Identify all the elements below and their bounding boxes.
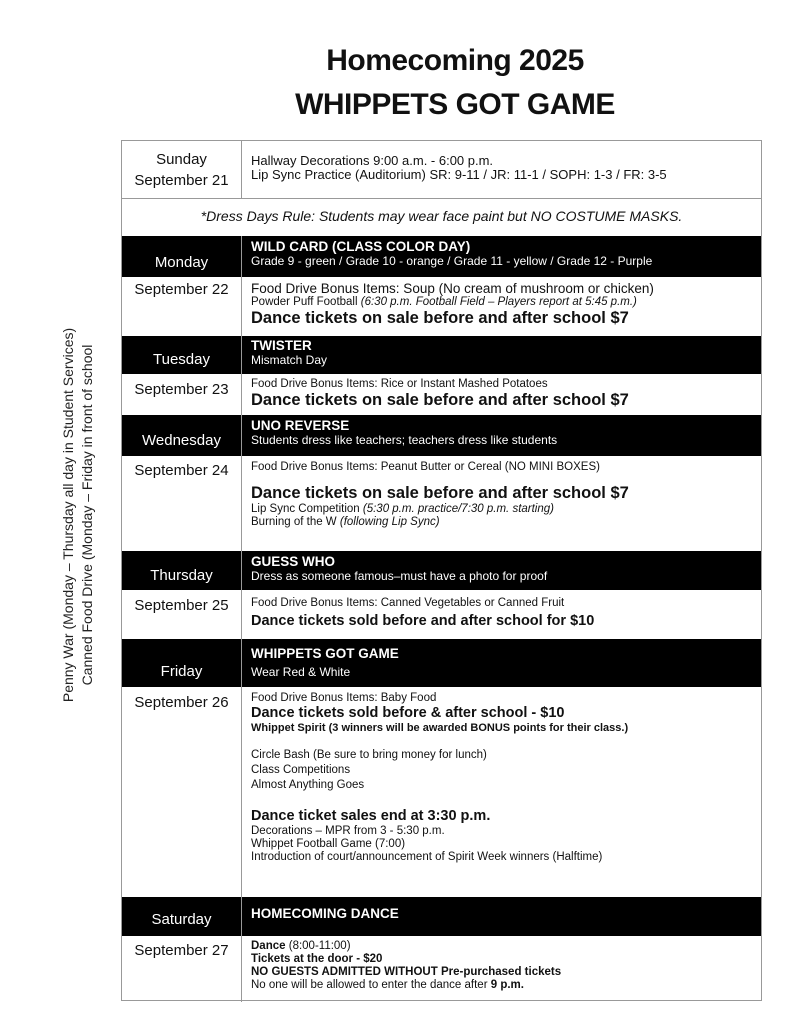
football-game: Whippet Football Game (7:00) — [251, 838, 406, 850]
friday-decorations: Decorations – MPR from 3 - 5:30 p.m. — [251, 825, 445, 837]
saturday-date: September 27 — [134, 942, 229, 959]
thursday-label: Thursday — [150, 567, 213, 584]
monday-tickets: Dance tickets on sale before and after school $7 — [251, 309, 629, 327]
ticket-sales-end: Dance ticket sales end at 3:30 p.m. — [251, 808, 491, 824]
tuesday-date: September 23 — [134, 381, 229, 398]
penny-war-note: Penny War (Monday – Thursday all day in Student Services) — [60, 327, 76, 703]
monday-date: September 22 — [134, 281, 229, 298]
saturday-label: Saturday — [151, 911, 212, 928]
wednesday-events — [251, 461, 755, 529]
thursday-theme: GUESS WHO — [251, 554, 336, 569]
friday-theme-bar — [122, 639, 761, 687]
page-title: Homecoming 2025 — [326, 44, 584, 77]
friday-theme-desc: Wear Red & White — [251, 665, 351, 679]
wednesday-theme-bar — [122, 415, 761, 456]
lip-sync-detail: (5:30 p.m. practice/7:30 p.m. starting) — [362, 503, 554, 515]
monday-theme: WILD CARD (CLASS COLOR DAY) — [251, 239, 471, 254]
wednesday-theme: UNO REVERSE — [251, 418, 350, 433]
thursday-theme-desc: Dress as someone famous–must have a photo for proof — [251, 569, 548, 583]
powder-puff-label: Powder Puff Football — [251, 296, 358, 308]
friday-label: Friday — [160, 663, 203, 680]
wednesday-theme-desc: Students dress like teachers; teachers dress like students — [251, 433, 558, 447]
tuesday-label: Tuesday — [153, 351, 210, 368]
tuesday-theme-bar — [122, 336, 761, 374]
wednesday-tickets: Dance tickets on sale before and after school $7 — [251, 484, 629, 502]
almost-anything-goes: Almost Anything Goes — [251, 779, 365, 791]
saturday-theme: HOMECOMING DANCE — [251, 906, 399, 921]
saturday-events — [251, 940, 755, 992]
monday-food: Food Drive Bonus Items: Soup (No cream of mushroom or chicken) — [251, 281, 654, 296]
dance-label: Dance — [251, 940, 286, 952]
hallway-decorations: Hallway Decorations 9:00 a.m. - 6:00 p.m. — [251, 153, 494, 168]
saturday-theme-bar — [122, 897, 761, 936]
door-tickets: Tickets at the door - $20 — [251, 953, 383, 965]
thursday-theme-bar — [122, 551, 761, 590]
schedule-table — [121, 140, 762, 1001]
monday-events — [251, 282, 755, 328]
whippet-spirit: Whippet Spirit (3 winners will be awarded BONUS points for their class.) — [251, 722, 629, 734]
thursday-events — [251, 597, 755, 630]
no-guests-notice: NO GUESTS ADMITTED WITHOUT Pre-purchased tickets — [251, 966, 562, 978]
tuesday-theme: TWISTER — [251, 338, 312, 353]
monday-theme-desc: Grade 9 - green / Grade 10 - orange / Grade 11 - yellow / Grade 12 - Purple — [251, 254, 653, 268]
wednesday-date: September 24 — [134, 462, 229, 479]
tuesday-theme-desc: Mismatch Day — [251, 353, 328, 367]
wednesday-label: Wednesday — [142, 432, 221, 449]
court-introduction: Introduction of court/announcement of Spirit Week winners (Halftime) — [251, 851, 603, 863]
friday-theme: WHIPPETS GOT GAME — [251, 646, 399, 661]
lip-sync-label: Lip Sync Competition — [251, 503, 360, 515]
burning-detail: (following Lip Sync) — [339, 516, 440, 528]
monday-label: Monday — [154, 254, 209, 271]
page-subtitle: WHIPPETS GOT GAME — [295, 88, 615, 121]
thursday-tickets: Dance tickets sold before and after school for $10 — [251, 613, 595, 629]
class-competitions: Class Competitions — [251, 764, 351, 776]
wednesday-food: Food Drive Bonus Items: Peanut Butter or Cereal (NO MINI BOXES) — [251, 461, 600, 473]
friday-events — [251, 692, 755, 864]
friday-food: Food Drive Bonus Items: Baby Food — [251, 692, 437, 704]
circle-bash: Circle Bash (Be sure to bring money for lunch) — [251, 749, 487, 761]
thursday-date: September 25 — [134, 597, 229, 614]
burning-label: Burning of the W — [251, 516, 337, 528]
tuesday-food: Food Drive Bonus Items: Rice or Instant Mashed Potatoes — [251, 378, 548, 390]
dance-time: (8:00-11:00) — [288, 940, 351, 952]
friday-date: September 26 — [134, 694, 229, 711]
dress-days-rule: *Dress Days Rule: Students may wear face paint but NO COSTUME MASKS. — [200, 208, 683, 224]
friday-tickets: Dance tickets sold before & after school - $10 — [251, 705, 565, 721]
tuesday-tickets: Dance tickets on sale before and after school $7 — [251, 391, 629, 409]
monday-theme-bar — [122, 236, 761, 277]
entry-time: 9 p.m. — [490, 979, 524, 991]
tuesday-events — [251, 378, 755, 410]
sunday-label: Sunday September 21 — [134, 151, 229, 189]
sunday-events — [251, 154, 755, 182]
thursday-food: Food Drive Bonus Items: Canned Vegetables or Canned Fruit — [251, 597, 565, 609]
lip-sync-practice: Lip Sync Practice (Auditorium) SR: 9-11 / JR: 11-1 / SOPH: 1-3 / FR: 3-5 — [251, 167, 667, 182]
food-drive-note: Canned Food Drive (Monday – Friday in front of school — [79, 344, 95, 686]
entry-notice: No one will be allowed to enter the dance after — [251, 979, 488, 991]
powder-puff-detail: (6:30 p.m. Football Field – Players report at 5:45 p.m.) — [360, 296, 637, 308]
